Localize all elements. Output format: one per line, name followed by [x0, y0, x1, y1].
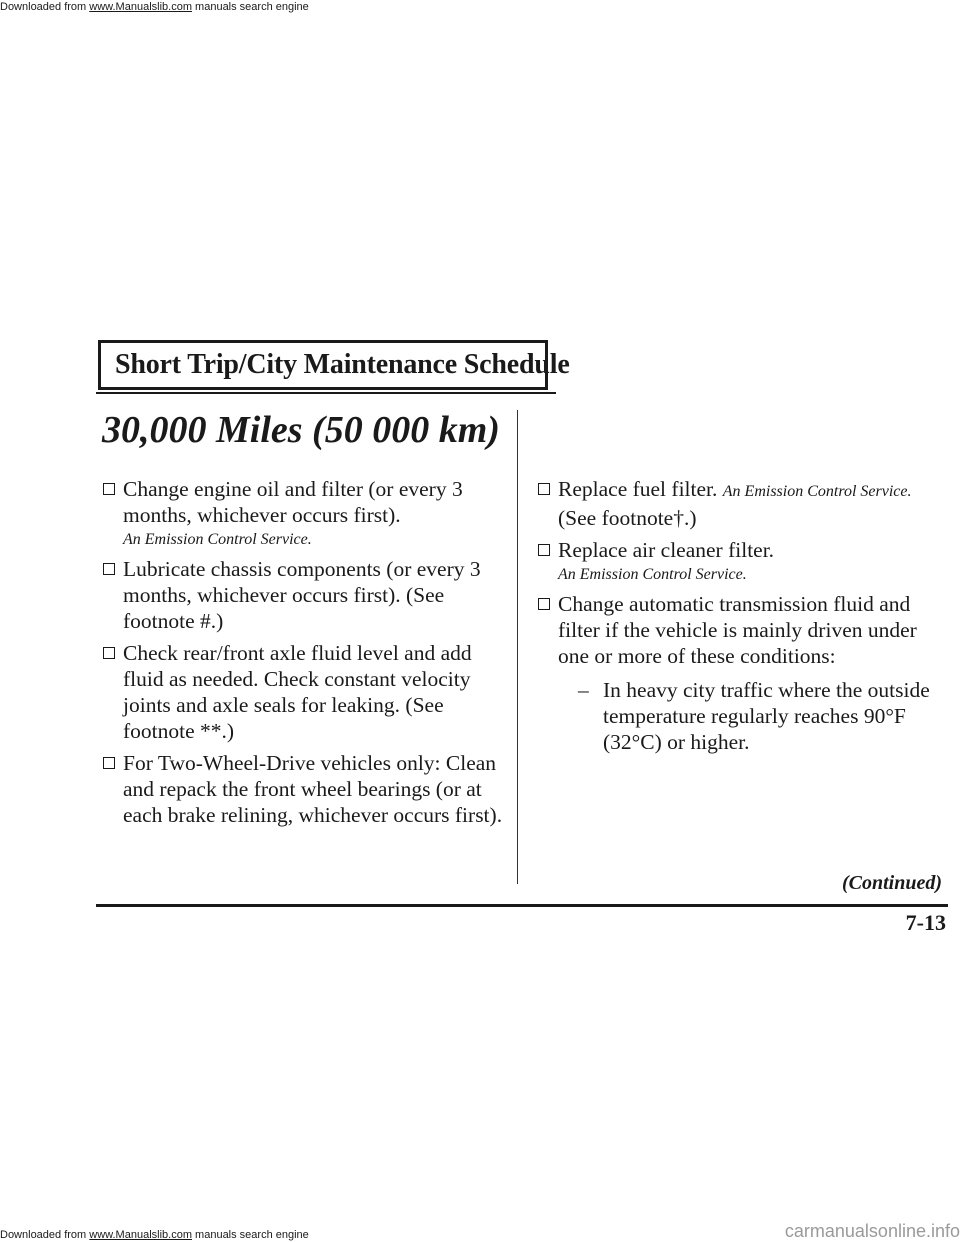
footnote-ref: (See footnote†.) — [558, 506, 697, 530]
checklist-item — [103, 640, 508, 744]
download-banner-top — [0, 0, 309, 14]
checkbox-icon — [538, 483, 550, 495]
right-column — [538, 476, 938, 761]
checklist-item — [103, 750, 508, 828]
download-suffix: manuals search engine — [195, 1229, 309, 1241]
watermark: carmanualsonline.info — [784, 1221, 960, 1241]
checklist-item — [538, 537, 938, 585]
item-text: For Two-Wheel-Drive vehicles only: Clean and repack the front wheel bearings (or at each brake relining, whichever occurs first). — [123, 751, 503, 827]
checkbox-icon — [538, 544, 550, 556]
continued-label: (Continued) — [841, 872, 942, 894]
column-divider — [517, 410, 518, 884]
item-text-line — [558, 476, 938, 505]
checkbox-icon — [103, 563, 115, 575]
checkbox-icon — [103, 757, 115, 769]
checkbox-icon — [103, 483, 115, 495]
sub-condition — [558, 677, 938, 755]
manualslib-link[interactable]: www.Manualslib.com — [89, 1229, 192, 1241]
left-column — [103, 476, 508, 834]
emission-note: An Emission Control Service. — [558, 566, 747, 583]
download-prefix: Downloaded from — [0, 1, 87, 13]
item-text: Change automatic transmission fluid and filter if the vehicle is mainly driven under one or more of these conditions: — [558, 592, 917, 668]
item-text: Replace air cleaner filter. — [558, 538, 775, 562]
checkbox-icon — [538, 598, 550, 610]
item-text: Change engine oil and filter (or every 3 months, whichever occurs first). — [123, 477, 463, 527]
emission-note: An Emission Control Service. — [722, 483, 912, 500]
section-title: 30,000 Miles (50 000 km) — [102, 409, 500, 451]
item-text: Replace fuel filter. — [558, 477, 718, 501]
checklist-item — [103, 476, 508, 550]
checklist-item — [103, 556, 508, 634]
checkbox-icon — [103, 647, 115, 659]
checklist-item — [538, 591, 938, 755]
download-banner-bottom — [0, 1228, 309, 1242]
page-number: 7-13 — [905, 910, 946, 935]
item-text: Lubricate chassis components (or every 3 months, whichever occurs first). (See footnote #.) — [123, 557, 481, 633]
schedule-header-title: Short Trip/City Maintenance Schedule — [115, 349, 570, 380]
download-prefix: Downloaded from — [0, 1229, 87, 1241]
dash-icon: – — [578, 678, 589, 702]
sub-condition-text: In heavy city traffic where the outside temperature regularly reaches 90°F (32°C) or higher. — [603, 678, 930, 754]
checklist-item — [538, 476, 938, 531]
bottom-rule — [96, 904, 948, 907]
schedule-header — [98, 340, 570, 390]
emission-note: An Emission Control Service. — [123, 531, 312, 548]
item-text: Check rear/front axle fluid level and add fluid as needed. Check constant velocity joints and axle seals for leaking. (See footnote **.) — [123, 641, 472, 743]
download-suffix: manuals search engine — [195, 1, 309, 13]
manualslib-link[interactable]: www.Manualslib.com — [89, 1, 192, 13]
